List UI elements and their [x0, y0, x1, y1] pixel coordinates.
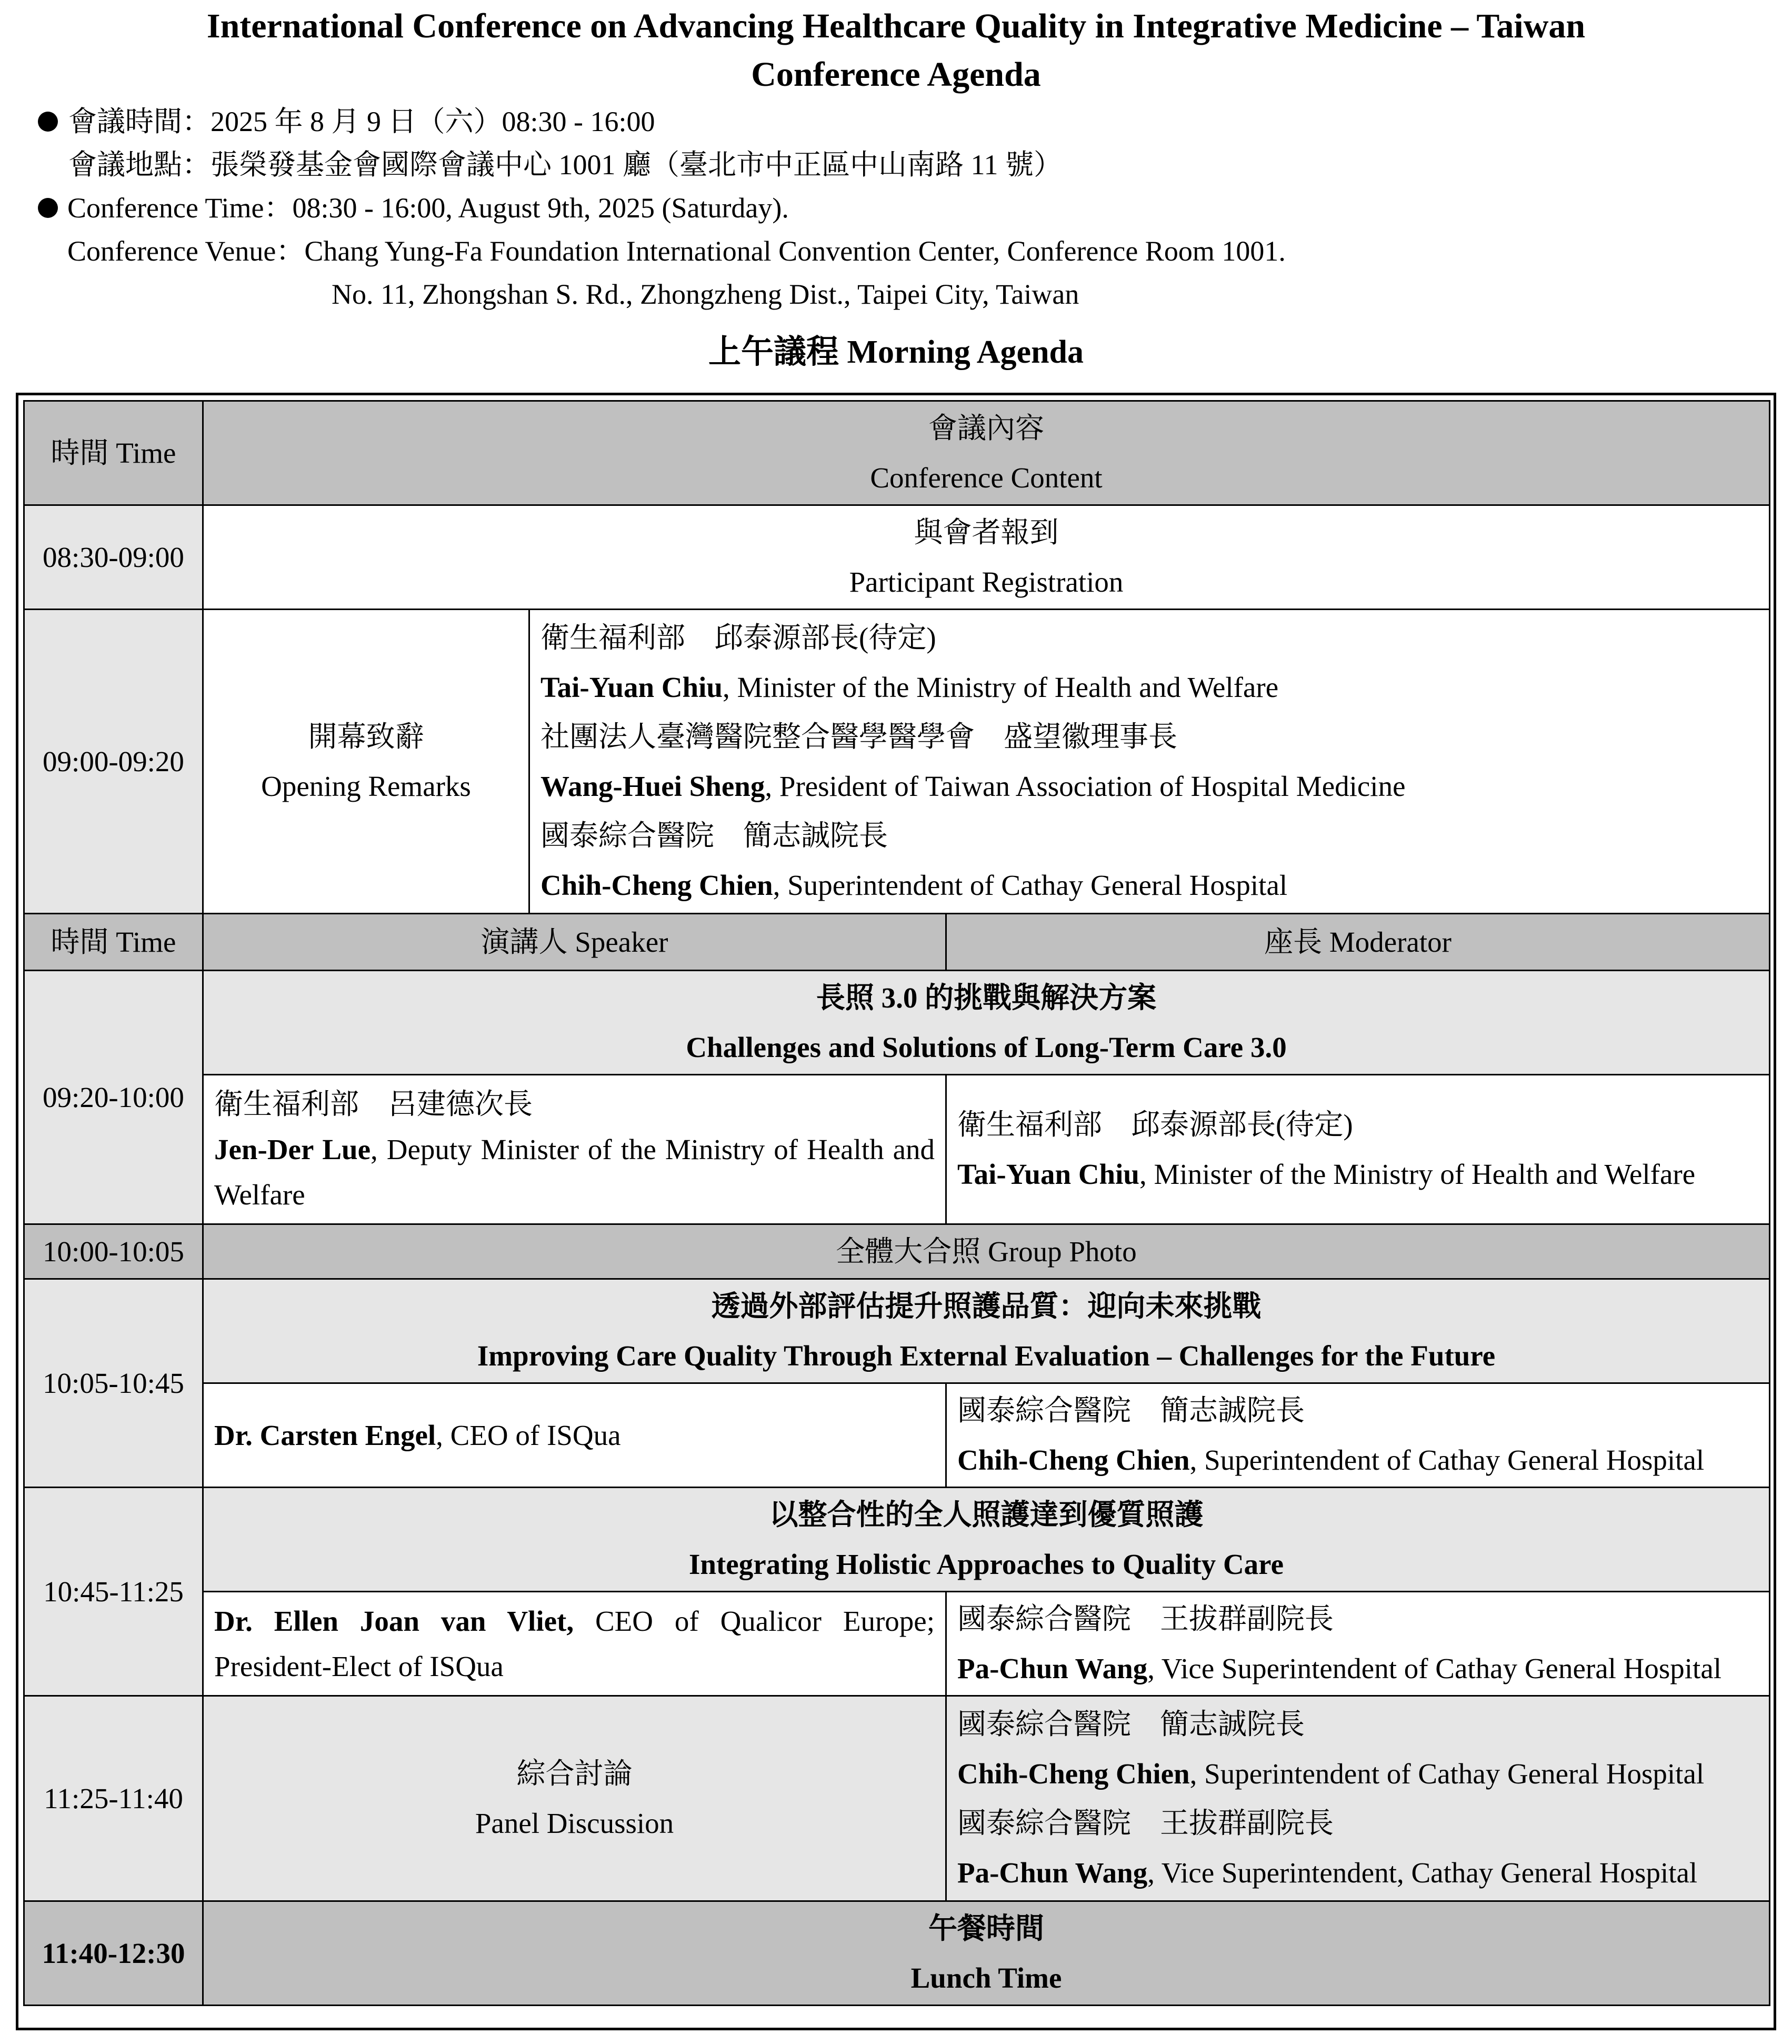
en-time: Conference Time：08:30 - 16:00, August 9th, 2025 (Saturday).: [67, 192, 789, 224]
table-row: [24, 1075, 1770, 1224]
table-row: [24, 1901, 1770, 2006]
bullet-icon: [38, 198, 58, 218]
agenda-title: Conference Agenda: [751, 55, 1041, 94]
session-topic: 長照 3.0 的挑戰與解決方案 Challenges and Solutions of Long-Term Care 3.0: [203, 971, 1770, 1075]
panel-label: 綜合討論 Panel Discussion: [203, 1696, 946, 1901]
content-header: 會議內容 Conference Content: [203, 401, 1770, 505]
time-header: 時間 Time: [24, 401, 203, 505]
en-address: No. 11, Zhongshan S. Rd., Zhongzheng Dist., Taipei City, Taiwan: [332, 278, 1079, 310]
moderator-cell: 國泰綜合醫院 王拔群副院長 Pa-Chun Wang, Vice Superintendent of Cathay General Hospital: [946, 1592, 1770, 1696]
time-cell: 08:30-09:00: [24, 505, 203, 610]
time-cell: 11:40-12:30: [24, 1901, 203, 2006]
table-row: [24, 1383, 1770, 1488]
speaker-cell: Dr. Carsten Engel, CEO of ISQua: [203, 1383, 946, 1488]
table-row: [24, 1224, 1770, 1279]
session-topic: 以整合性的全人照護達到優質照護 Integrating Holistic Approaches to Quality Care: [203, 1488, 1770, 1592]
moderator-header: 座長 Moderator: [946, 914, 1770, 971]
group-photo-cell: 全體大合照 Group Photo: [203, 1224, 1770, 1279]
moderator-cell: 衛生福利部 邱泰源部長(待定) Tai-Yuan Chiu, Minister of the Ministry of Health and Welfare: [946, 1075, 1770, 1224]
time-cell: 10:00-10:05: [24, 1224, 203, 1279]
opening-speakers: 衛生福利部 邱泰源部長(待定) Tai-Yuan Chiu, Minister of the Ministry of Health and Welfare 社團法人臺灣醫院整合醫學醫學會 盛望徽理事長 Wang-Huei Sheng, President of Taiwan Association of Hospital Medicine 國泰綜合醫院 簡志誠院長 Chih-Cheng Chien, Superintendent of Cathay General Hospital: [529, 610, 1770, 914]
registration-cell: 與會者報到 Participant Registration: [203, 505, 1770, 610]
en-venue: Conference Venue：Chang Yung-Fa Foundation International Convention Center, Conference Room 1001.: [67, 235, 1286, 267]
session-topic: 透過外部評估提升照護品質：迎向未來挑戰 Improving Care Quality Through External Evaluation – Challenges for the Future: [203, 1279, 1770, 1383]
table-subheader-row: [24, 914, 1770, 971]
table-row: [24, 1592, 1770, 1696]
table-header-row: [24, 401, 1770, 505]
table-row: [24, 1488, 1770, 1592]
bullet-icon: [38, 112, 58, 132]
lunch-cell: 午餐時間 Lunch Time: [203, 1901, 1770, 2006]
opening-label: 開幕致辭 Opening Remarks: [203, 610, 529, 914]
table-row: [24, 1696, 1770, 1901]
table-row: [24, 1279, 1770, 1383]
agenda-table: [23, 400, 1770, 2006]
moderator-cell: 國泰綜合醫院 簡志誠院長 Chih-Cheng Chien, Superintendent of Cathay General Hospital: [946, 1383, 1770, 1488]
time-cell: 09:20-10:00: [24, 971, 203, 1224]
speaker-cell: 衛生福利部 呂建德次長 Jen-Der Lue, Deputy Minister of the Ministry of Health and Welfare: [203, 1075, 946, 1224]
zh-time: 會議時間：2025 年 8 月 9 日（六）08:30 - 16:00: [68, 106, 655, 137]
time-cell: 11:25-11:40: [24, 1696, 203, 1901]
time-header: 時間 Time: [24, 914, 203, 971]
time-cell: 09:00-09:20: [24, 610, 203, 914]
conference-title: International Conference on Advancing Healthcare Quality in Integrative Medicine – Taiwan: [206, 7, 1586, 45]
speaker-cell: Dr. Ellen Joan van Vliet, CEO of Qualicor Europe; President-Elect of ISQua: [203, 1592, 946, 1696]
zh-venue: 會議地點：張榮發基金會國際會議中心 1001 廳（臺北市中正區中山南路 11 號）: [68, 149, 1062, 181]
table-row: [24, 610, 1770, 914]
moderator-cell: 國泰綜合醫院 簡志誠院長 Chih-Cheng Chien, Superintendent of Cathay General Hospital 國泰綜合醫院 王拔群副院長 Pa-Chun Wang, Vice Superintendent, Cathay General Hospital: [946, 1696, 1770, 1901]
section-title: 上午議程 Morning Agenda: [708, 334, 1084, 370]
table-row: [24, 971, 1770, 1075]
time-cell: 10:05-10:45: [24, 1279, 203, 1488]
time-cell: 10:45-11:25: [24, 1488, 203, 1696]
speaker-header: 演講人 Speaker: [203, 914, 946, 971]
table-row: [24, 505, 1770, 610]
